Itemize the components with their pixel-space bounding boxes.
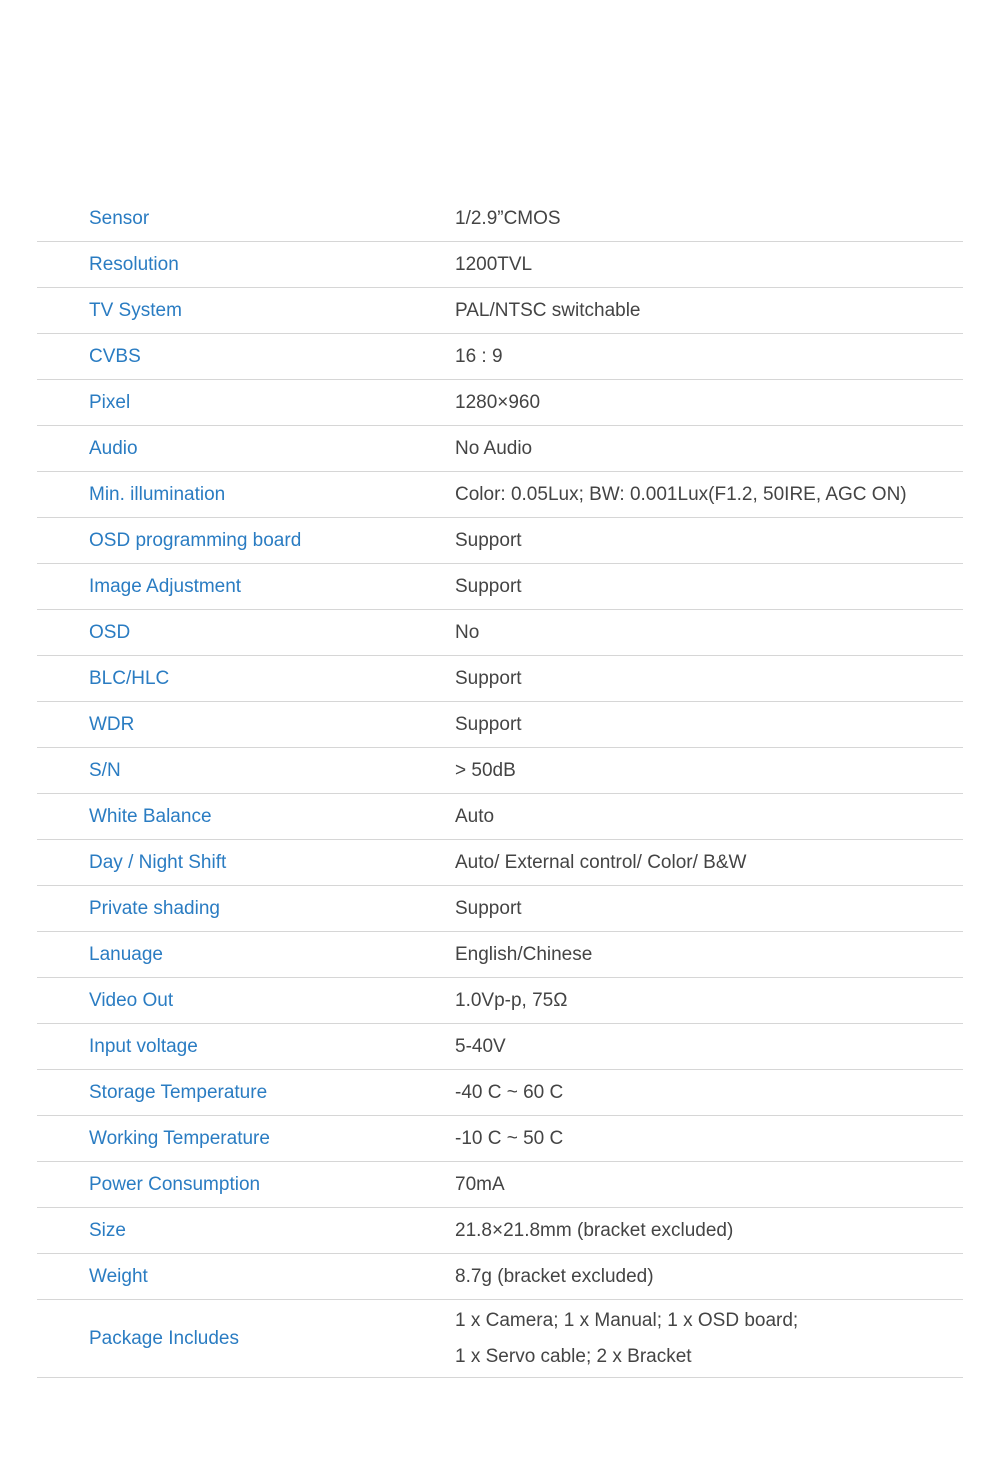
spec-row-white-balance: [37, 794, 963, 840]
spec-row-resolution: [37, 242, 963, 288]
spec-label: CVBS: [89, 345, 141, 367]
spec-value: Support: [455, 897, 522, 919]
spec-value: No Audio: [455, 437, 533, 459]
spec-label: Power Consumption: [89, 1173, 261, 1195]
spec-value: Support: [455, 575, 522, 597]
spec-value: Support: [455, 713, 522, 735]
spec-label: BLC/HLC: [89, 667, 170, 689]
spec-label: Audio: [89, 437, 138, 459]
spec-label: WDR: [89, 713, 135, 735]
spec-label: Storage Temperature: [89, 1081, 268, 1103]
spec-value-line: 1 x Servo cable; 2 x Bracket: [455, 1345, 692, 1367]
spec-row-sensor: [37, 196, 963, 242]
spec-label: Sensor: [89, 207, 150, 229]
spec-value: Auto: [455, 805, 495, 827]
spec-row-osd: [37, 610, 963, 656]
spec-row-package-includes: [37, 1300, 963, 1378]
spec-row-tv-system: [37, 288, 963, 334]
spec-row-weight: [37, 1254, 963, 1300]
spec-value: 70mA: [455, 1173, 505, 1195]
spec-value: 21.8×21.8mm (bracket excluded): [455, 1219, 734, 1241]
spec-row-size: [37, 1208, 963, 1254]
spec-row-blc-hlc: [37, 656, 963, 702]
spec-row-private-shading: [37, 886, 963, 932]
spec-label: Size: [89, 1219, 126, 1241]
spec-row-cvbs: [37, 334, 963, 380]
spec-label: TV System: [89, 299, 182, 321]
spec-value: -40 C ~ 60 C: [455, 1081, 564, 1103]
spec-row-min-illumination: [37, 472, 963, 518]
spec-value-line: 1 x Camera; 1 x Manual; 1 x OSD board;: [455, 1309, 799, 1331]
spec-value: 8.7g (bracket excluded): [455, 1265, 654, 1287]
spec-label: Weight: [89, 1265, 148, 1287]
spec-row-audio: [37, 426, 963, 472]
spec-value: [455, 1303, 963, 1375]
spec-row-video-out: [37, 978, 963, 1024]
spec-value: > 50dB: [455, 759, 516, 781]
spec-table: [37, 196, 963, 1378]
spec-row-working-temperature: [37, 1116, 963, 1162]
spec-label: Private shading: [89, 897, 220, 919]
spec-row-day-night-shift: [37, 840, 963, 886]
spec-value: 1280×960: [455, 391, 541, 413]
spec-label: White Balance: [89, 805, 212, 827]
spec-label: Resolution: [89, 253, 179, 275]
spec-value: No: [455, 621, 480, 643]
spec-row-osd-programming-board: [37, 518, 963, 564]
spec-label: Video Out: [89, 989, 174, 1011]
spec-value: Support: [455, 667, 522, 689]
spec-value: -10 C ~ 50 C: [455, 1127, 564, 1149]
spec-value: 1.0Vp-p, 75Ω: [455, 989, 568, 1011]
spec-label: Working Temperature: [89, 1127, 270, 1149]
spec-value: 1200TVL: [455, 253, 533, 275]
spec-label: Day / Night Shift: [89, 851, 227, 873]
spec-label: Image Adjustment: [89, 575, 242, 597]
spec-row-pixel: [37, 380, 963, 426]
spec-label: Pixel: [89, 391, 131, 413]
spec-row-image-adjustment: [37, 564, 963, 610]
spec-value: English/Chinese: [455, 943, 593, 965]
spec-row-input-voltage: [37, 1024, 963, 1070]
spec-label: Package Includes: [89, 1327, 239, 1349]
spec-label: S/N: [89, 759, 121, 781]
spec-label: Min. illumination: [89, 483, 226, 505]
spec-label: Lanuage: [89, 943, 163, 965]
spec-row-sn: [37, 748, 963, 794]
spec-value: Auto/ External control/ Color/ B&W: [455, 851, 747, 873]
spec-row-storage-temperature: [37, 1070, 963, 1116]
spec-row-wdr: [37, 702, 963, 748]
spec-label: OSD programming board: [89, 529, 302, 551]
spec-label: Input voltage: [89, 1035, 198, 1057]
spec-value: PAL/NTSC switchable: [455, 299, 641, 321]
spec-value: 16 : 9: [455, 345, 503, 367]
spec-label: OSD: [89, 621, 131, 643]
spec-row-language: [37, 932, 963, 978]
spec-value: Color: 0.05Lux; BW: 0.001Lux(F1.2, 50IRE, AGC ON): [455, 483, 907, 505]
spec-value: 5-40V: [455, 1035, 506, 1057]
spec-value: Support: [455, 529, 522, 551]
spec-value: 1/2.9”CMOS: [455, 207, 561, 229]
spec-row-power-consumption: [37, 1162, 963, 1208]
